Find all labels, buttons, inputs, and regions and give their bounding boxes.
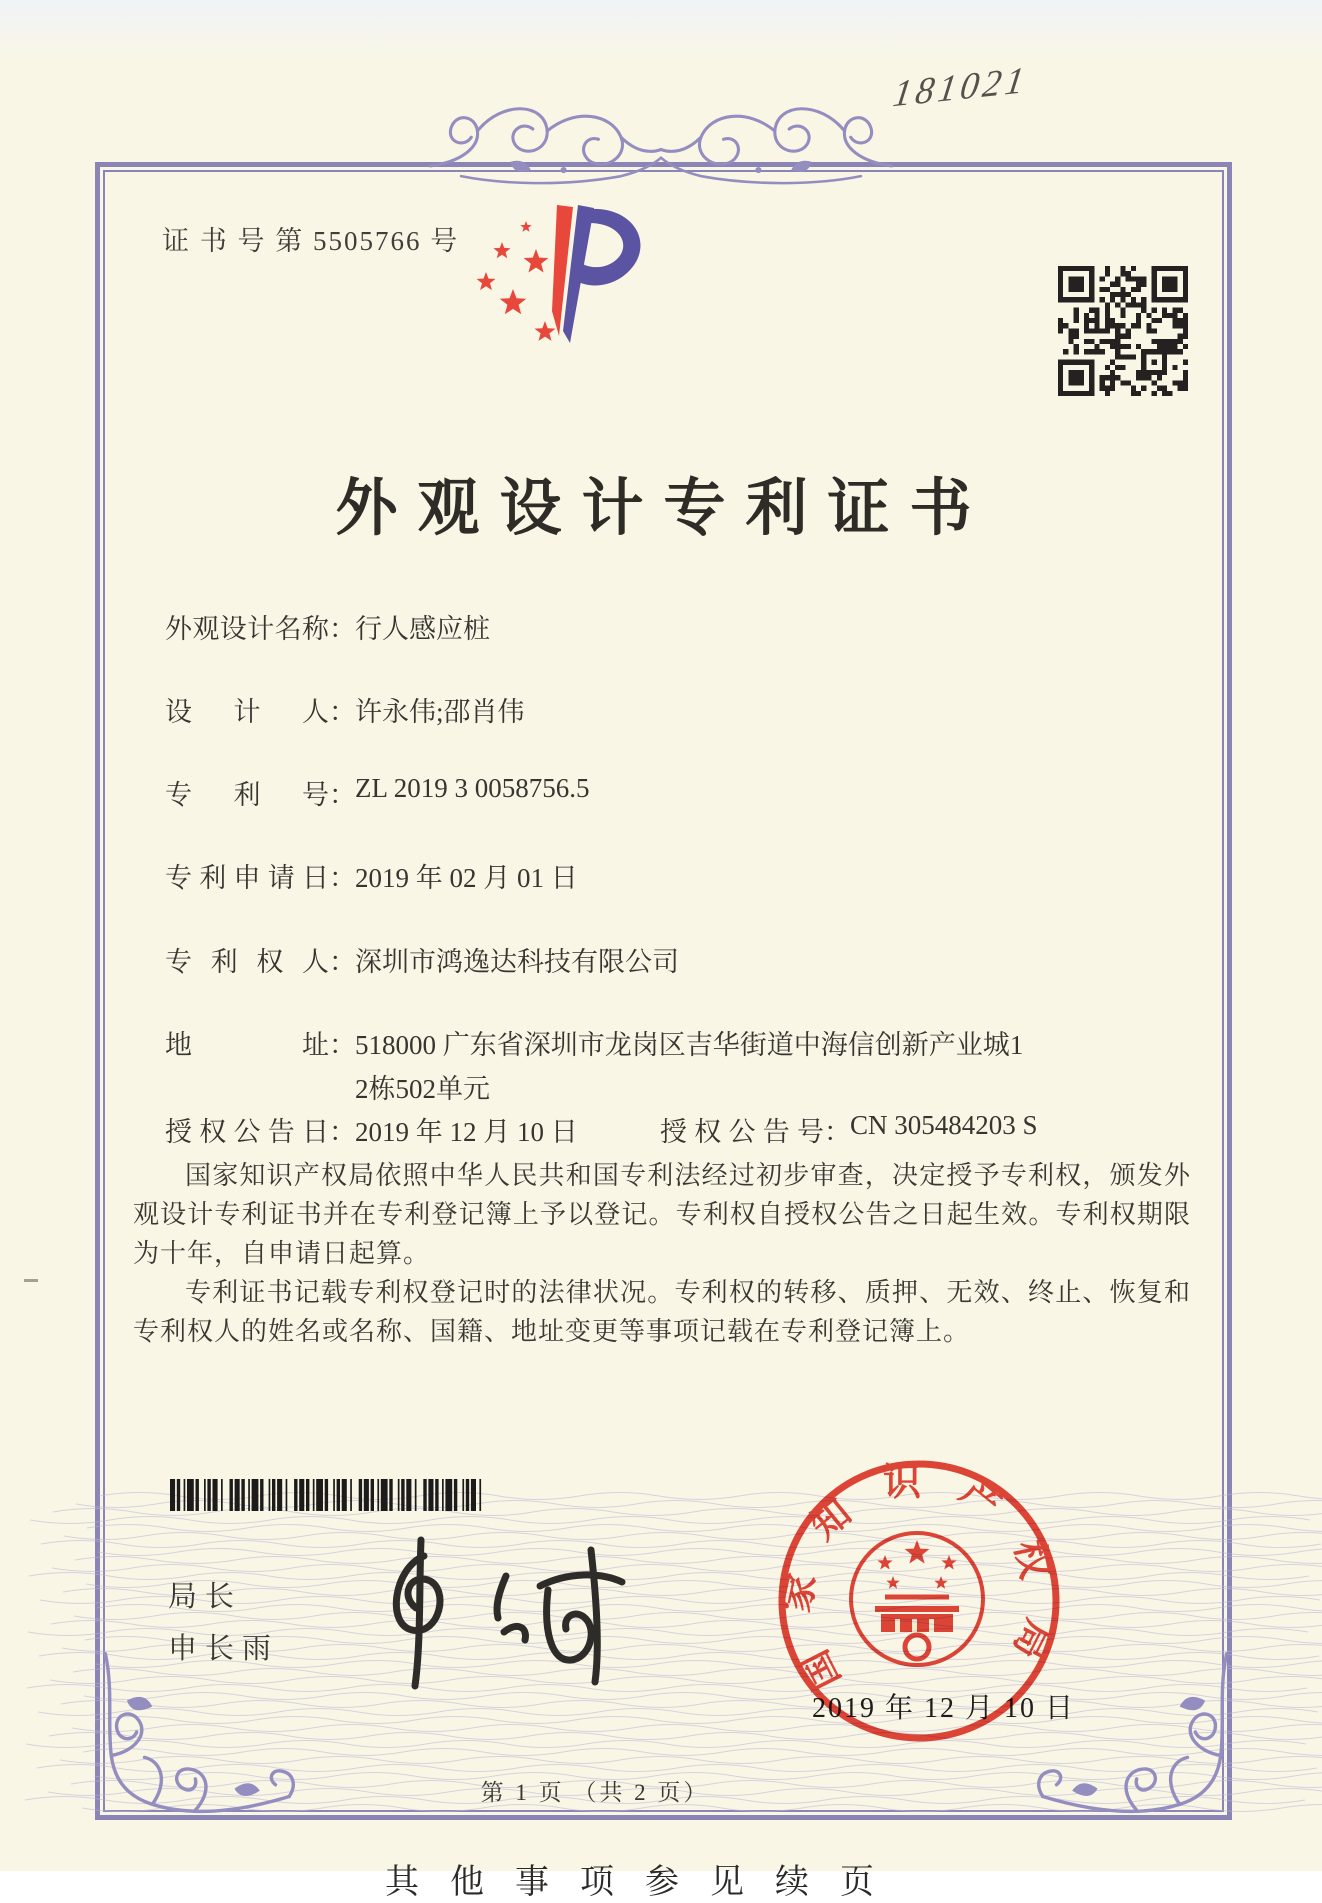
seal-ring-text: 国家知识产权局: [775, 1462, 1063, 1697]
field-label: 外观设计名称: [165, 614, 329, 644]
signatory-title: 局长: [168, 1581, 243, 1613]
field-label: 专利号: [165, 780, 329, 810]
legal-body-text: [133, 1156, 1191, 1351]
field-value: CN 305484203 S: [850, 1110, 1038, 1140]
colon: ：: [329, 697, 356, 727]
field-row-filing-date: [165, 856, 578, 895]
field-row-patent-number: [165, 773, 589, 812]
field-value: [355, 1023, 1023, 1111]
colon: ：: [329, 614, 356, 644]
field-row-designer: [165, 690, 525, 729]
field-value: 2019 年 12 月 10 日: [355, 1117, 578, 1147]
colon: ：: [329, 1030, 356, 1060]
colon: ：: [824, 1117, 851, 1147]
field-label: 地址: [165, 1030, 329, 1060]
field-row-patentee: [165, 940, 679, 979]
field-value: 2019 年 02 月 01 日: [355, 863, 578, 893]
certificate-title: 外观设计专利证书: [335, 475, 992, 543]
barcode: [170, 1479, 490, 1511]
colon: ：: [329, 780, 356, 810]
page-number-footer: 第 1 页 （共 2 页）: [480, 1780, 710, 1805]
field-row-design-name: [165, 607, 490, 646]
colon: ：: [329, 1117, 356, 1147]
national-emblem-icon: [851, 1533, 983, 1665]
certificate-number: 证 书 号 第 5505766 号: [162, 226, 460, 256]
logo-stars: [477, 221, 556, 341]
field-value: 深圳市鸿逸达科技有限公司: [355, 947, 679, 977]
official-seal: [769, 1451, 1069, 1751]
field-label: 设计人: [165, 697, 329, 727]
signatory-name: 申长雨: [168, 1633, 280, 1665]
field-value: ZL 2019 3 0058756.5: [355, 773, 590, 803]
field-value: 行人感应桩: [355, 614, 490, 644]
field-value: 许永伟;邵肖伟: [355, 697, 525, 727]
field-label: 授权公告日: [165, 1117, 329, 1147]
colon: ：: [329, 863, 356, 893]
signature-handwriting: [358, 1534, 638, 1704]
field-label: 专利申请日: [165, 863, 329, 893]
legal-paragraph-2: 专利证书记载专利权登记时的法律状况。专利权的转移、质押、无效、终止、恢复和专利权人的姓名或名称、国籍、地址变更等事项记载在专利登记簿上。: [133, 1278, 1191, 1346]
field-label: 授权公告号: [660, 1117, 824, 1147]
legal-paragraph-1: 国家知识产权局依照中华人民共和国专利法经过初步审查，决定授予专利权，颁发外观设计专利证书并在专利登记簿上予以登记。专利权自授权公告之日起生效。专利权期限为十年，自申请日起算。: [133, 1161, 1191, 1268]
seal-date: 2019 年 12 月 10 日: [812, 1693, 1076, 1724]
field-row-grant-number: [660, 1110, 1038, 1149]
qr-code: [1058, 266, 1188, 396]
field-row-grant-date: [165, 1110, 578, 1149]
handwritten-number: 181021: [890, 59, 1031, 116]
field-label: 专利权人: [165, 947, 329, 977]
sipo-logo-icon: [466, 205, 646, 355]
colon: ：: [329, 947, 356, 977]
margin-pencil-mark: [24, 1279, 38, 1282]
address-line-1: 518000 广东省深圳市龙岗区吉华街道中海信创新产业城1: [355, 1030, 1024, 1060]
cut-off-bottom-text: 其他事项参见续页: [385, 1864, 905, 1901]
field-row-address: [165, 1023, 1023, 1111]
address-line-2: 2栋502单元: [355, 1074, 490, 1104]
scan-edge-shading: [0, 0, 1322, 58]
top-flourish-ornament: [420, 90, 902, 208]
